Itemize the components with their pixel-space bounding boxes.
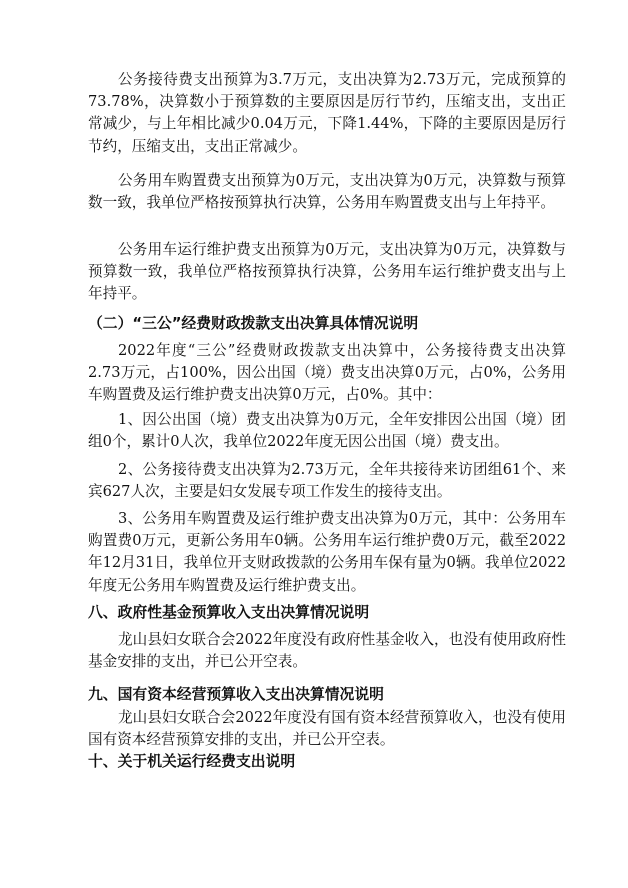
section-heading-government-fund: 八、政府性基金预算收入支出决算情况说明 (88, 604, 370, 621)
paragraph-vehicle-purchase: 公务用车购置费支出预算为0万元，支出决算为0万元，决算数与预算数一致，我单位严格按预算执行决算，公务用车购置费支出与上年持平。 (88, 172, 566, 212)
paragraph-vehicle-details: 3、公务用车购置费及运行维护费支出决算为0万元，其中：公务用车购置费0万元，更新公务用车0辆。公务用车运行维护费0万元，截至2022年12月31日，我单位开支财政拨款的公务用车保有量为0辆。我单位2022年度无公务用车购置费及运行维护费支出。 (88, 510, 566, 594)
section-heading-state-capital: 九、国有资本经营预算收入支出决算情况说明 (88, 686, 384, 703)
paragraph-three-public-summary: 2022年度“三公”经费财政拨款支出决算中，公务接待费支出决算2.73万元，占100%，因公出国（境）费支出决算0万元，占0%，公务用车购置费及运行维护费支出决算0万元，占0%。其中： (88, 342, 566, 404)
paragraph-government-fund: 龙山县妇女联合会2022年度没有政府性基金收入，也没有使用政府性基金安排的支出，并已公开空表。 (88, 631, 566, 671)
paragraph-overseas-travel: 1、因公出国（境）费支出决算为0万元，全年安排因公出国（境）团组0个，累计0人次，我单位2022年度无因公出国（境）费支出。 (88, 411, 566, 451)
paragraph-state-capital: 龙山县妇女联合会2022年度没有国有资本经营预算收入，也没有使用国有资本经营预算安排的支出，并已公开空表。 (88, 709, 566, 749)
section-heading-three-public-details: （二）“三公”经费财政拨款支出决算具体情况说明 (88, 315, 419, 332)
paragraph-vehicle-maintenance: 公务用车运行维护费支出预算为0万元，支出决算为0万元，决算数与预算数一致，我单位严格按预算执行决算，公务用车运行维护费支出与上年持平。 (88, 241, 566, 303)
paragraph-reception-details: 2、公务接待费支出决算为2.73万元，全年共接待来访团组61个、来宾627人次，主要是妇女发展专项工作发生的接待支出。 (88, 461, 566, 501)
section-heading-agency-operations: 十、关于机关运行经费支出说明 (88, 753, 296, 770)
paragraph-reception-expenses: 公务接待费支出预算为3.7万元，支出决算为2.73万元，完成预算的73.78%，决算数小于预算数的主要原因是厉行节约，压缩支出，支出正常减少，与上年相比减少0.04万元，下降1.44%，下降的主要原因是厉行节约，压缩支出，支出正常减少。 (88, 71, 566, 155)
